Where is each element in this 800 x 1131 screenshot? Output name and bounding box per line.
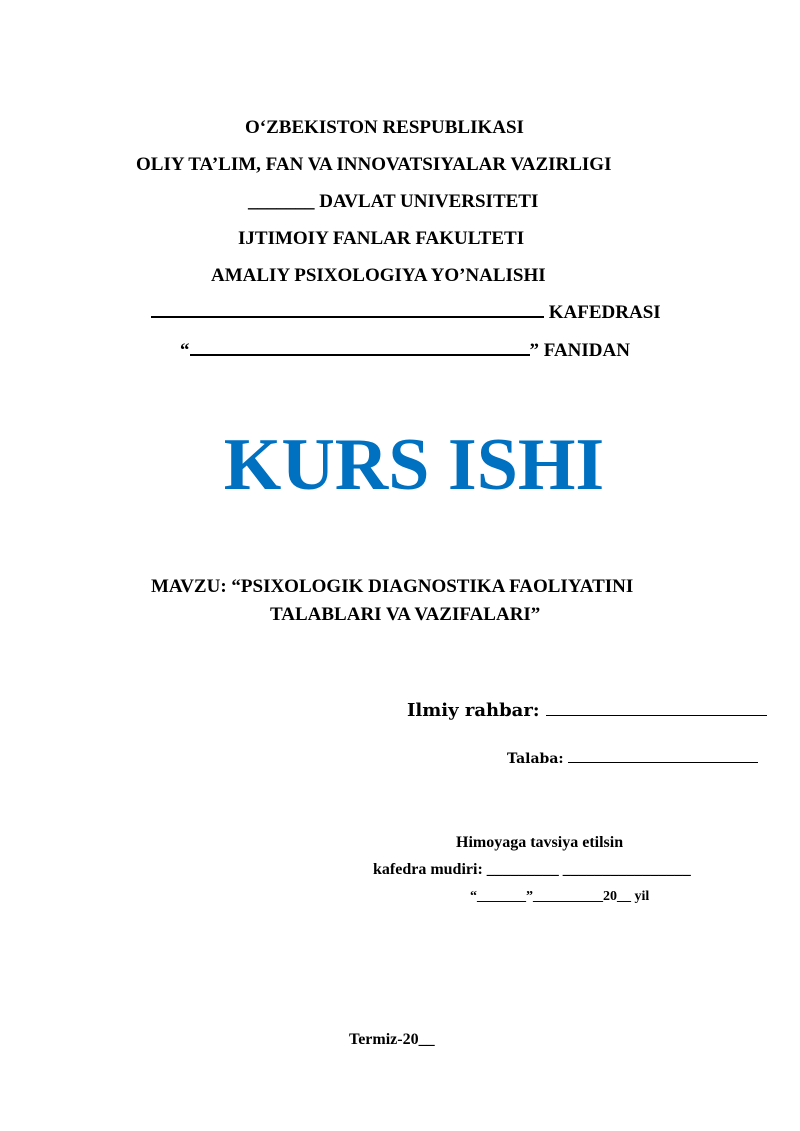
department-head-label: kafedra mudiri: [373,861,483,878]
subject-line [180,341,630,360]
subject-open-quote: “ [180,340,190,361]
department-head-line [373,862,691,878]
place-year: Termiz-20__ [349,1031,435,1048]
department-line [151,303,661,322]
student-label: Talaba: [507,751,564,767]
faculty-name: IJTIMOIY FANLAR FAKULTETI [238,228,525,249]
topic-line-2: TALABLARI VA VAZIFALARI” [270,604,541,625]
department-head-blank-2: ________________ [562,861,691,878]
direction-name: AMALIY PSIXOLOGIYA YO’NALISHI [211,265,546,286]
student-line [507,752,758,766]
ministry-name: OLIY TA’LIM, FAN VA INNOVATSIYALAR VAZIRLIGI [136,154,612,175]
supervisor-line [407,702,767,720]
topic-line-1: MAVZU: “PSIXOLOGIK DIAGNOSTIKA FAOLIYATINI [151,576,634,597]
subject-blank [190,353,530,356]
subject-label: ” FANIDAN [529,340,630,361]
defense-recommend: Himoyaga tavsiya etilsin [456,834,624,851]
university-name: DAVLAT UNIVERSITETI [319,191,539,212]
department-head-blank-1: _________ [486,861,559,878]
document-title: KURS ISHI [223,424,605,506]
student-blank [568,761,758,763]
defense-date: “_______”__________20__ yil [470,889,650,904]
university-name-blank: _______ [248,191,315,212]
ministry-country: O‘ZBEKISTON RESPUBLIKASI [245,117,524,138]
university-line [248,192,538,211]
supervisor-blank [546,714,767,716]
department-label: KAFEDRASI [548,302,661,323]
department-blank [151,315,544,318]
supervisor-label: Ilmiy rahbar: [407,700,540,721]
